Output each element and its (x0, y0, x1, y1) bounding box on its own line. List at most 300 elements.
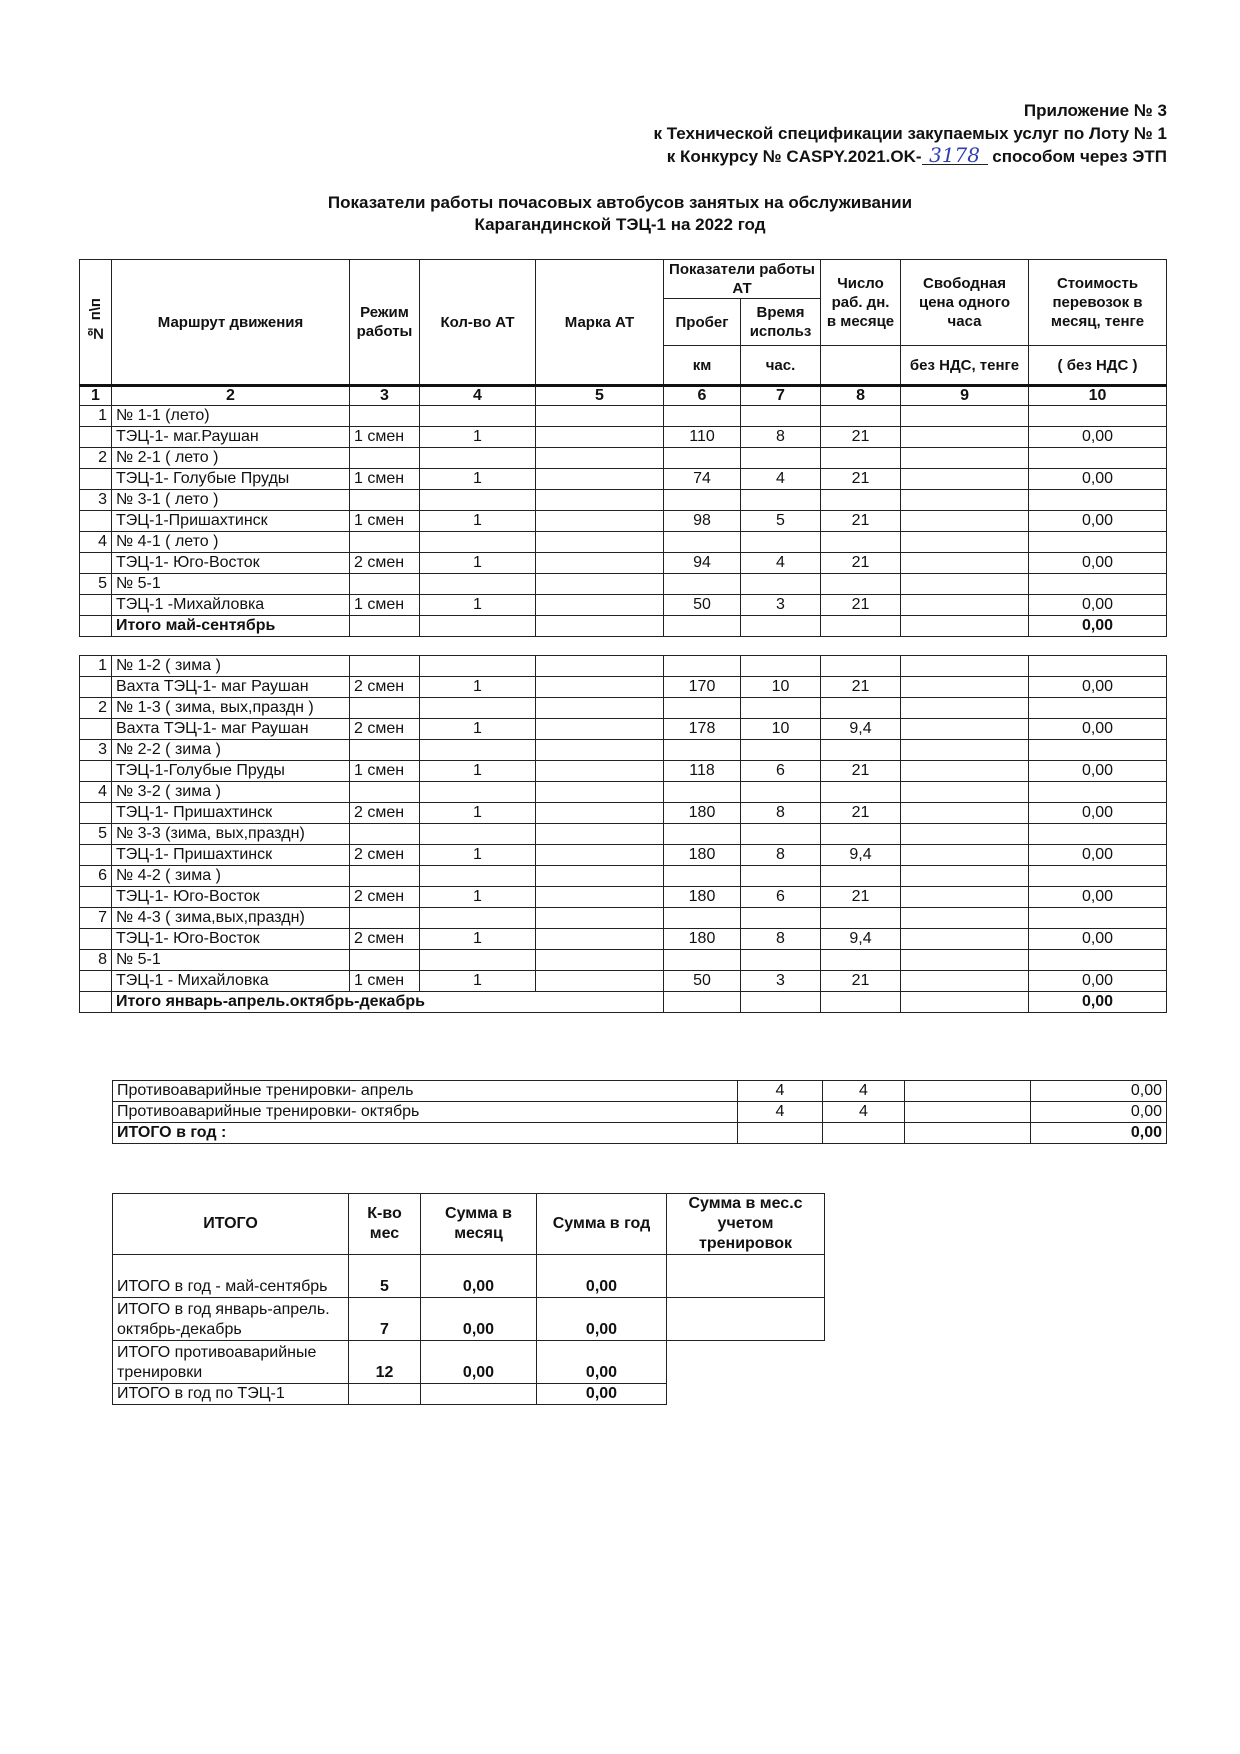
empty-cell (664, 698, 741, 719)
empty-cell (1029, 782, 1167, 803)
route-name: № 3-3 (зима, вых,праздн) (112, 824, 350, 845)
col-number: 5 (536, 386, 664, 406)
empty-cell (664, 532, 741, 553)
header-km: км (664, 346, 741, 386)
route-bus-count: 1 (420, 803, 536, 824)
route-cost: 0,00 (1029, 511, 1167, 532)
route-number: 6 (80, 866, 112, 887)
route-bus-count: 1 (420, 427, 536, 448)
summary-month-sum: 0,00 (421, 1298, 537, 1341)
route-bus-count: 1 (420, 677, 536, 698)
route-detail-row (80, 677, 1167, 698)
route-detail-row (80, 803, 1167, 824)
col-number: 2 (112, 386, 350, 406)
col-number: 6 (664, 386, 741, 406)
empty-cell (1029, 866, 1167, 887)
empty-cell (664, 824, 741, 845)
route-name-row (80, 908, 1167, 929)
empty-cell (536, 824, 664, 845)
empty-cell (350, 698, 420, 719)
route-name-row (80, 824, 1167, 845)
empty-cell (536, 950, 664, 971)
empty-cell (420, 490, 536, 511)
route-hours: 4 (741, 553, 821, 574)
empty-cell (821, 698, 901, 719)
drill-empty (823, 1123, 905, 1144)
route-hours: 8 (741, 845, 821, 866)
route-bus-count: 1 (420, 595, 536, 616)
empty-cell (741, 656, 821, 677)
route-mode: 1 смен (350, 971, 420, 992)
drill-label: Противоаварийные тренировки- апрель (113, 1081, 738, 1102)
empty-cell (664, 616, 741, 637)
empty-cell (664, 992, 741, 1013)
empty-cell (821, 782, 901, 803)
route-name: № 3-2 ( зима ) (112, 782, 350, 803)
summary-with-drills (667, 1255, 825, 1298)
route-mileage: 180 (664, 803, 741, 824)
empty-cell (420, 908, 536, 929)
route-name-row (80, 698, 1167, 719)
route-price (901, 553, 1029, 574)
route-stops: Вахта ТЭЦ-1- маг Раушан (112, 677, 350, 698)
route-price (901, 677, 1029, 698)
route-name: № 1-1 (лето) (112, 406, 350, 427)
route-cost: 0,00 (1029, 761, 1167, 782)
document-title: Показатели работы почасовых автобусов занятых на обслуживании (327, 193, 913, 212)
summary-row (113, 1341, 825, 1384)
route-cost: 0,00 (1029, 595, 1167, 616)
summary-header: К-во мес (349, 1194, 421, 1255)
empty-cell (80, 616, 112, 637)
empty-cell (741, 908, 821, 929)
route-bus-count: 1 (420, 719, 536, 740)
route-cost: 0,00 (1029, 887, 1167, 908)
route-detail-row (80, 971, 1167, 992)
summer-total-row (80, 616, 1167, 637)
summary-month-sum: 0,00 (421, 1341, 537, 1384)
route-cost: 0,00 (1029, 469, 1167, 490)
empty-cell (420, 740, 536, 761)
empty-cell (901, 908, 1029, 929)
empty-cell (80, 761, 112, 782)
empty-cell (536, 490, 664, 511)
route-hours: 3 (741, 595, 821, 616)
empty-cell (420, 532, 536, 553)
appendix-title: Приложение № 3 (1023, 101, 1167, 120)
routes-table (79, 259, 1167, 1013)
empty-cell (80, 595, 112, 616)
empty-cell (664, 656, 741, 677)
route-days: 21 (821, 677, 901, 698)
tender-suffix: способом через ЭТП (987, 147, 1167, 166)
route-detail-row (80, 929, 1167, 950)
route-days: 9,4 (821, 719, 901, 740)
route-number: 3 (80, 490, 112, 511)
drill-cost: 0,00 (1031, 1102, 1167, 1123)
route-detail-row (80, 761, 1167, 782)
empty-cell (80, 719, 112, 740)
empty-cell (80, 677, 112, 698)
empty-cell (1029, 406, 1167, 427)
route-name: № 2-2 ( зима ) (112, 740, 350, 761)
route-hours: 4 (741, 469, 821, 490)
section-gap (80, 637, 1167, 656)
route-cost: 0,00 (1029, 427, 1167, 448)
empty-cell (80, 427, 112, 448)
route-days: 21 (821, 427, 901, 448)
col-number: 1 (80, 386, 112, 406)
route-hours: 6 (741, 761, 821, 782)
route-bus-count: 1 (420, 553, 536, 574)
summary-header: ИТОГО (113, 1194, 349, 1255)
route-name-row (80, 782, 1167, 803)
route-price (901, 719, 1029, 740)
header-time: Время использ (741, 299, 821, 346)
route-cost: 0,00 (1029, 803, 1167, 824)
empty-cell (80, 803, 112, 824)
route-stops: ТЭЦ-1- Голубые Пруды (112, 469, 350, 490)
summary-month-sum: 0,00 (421, 1255, 537, 1298)
empty-cell (350, 782, 420, 803)
route-days: 9,4 (821, 929, 901, 950)
empty-cell (901, 490, 1029, 511)
route-cost: 0,00 (1029, 929, 1167, 950)
empty-cell (536, 866, 664, 887)
empty-cell (901, 782, 1029, 803)
empty-cell (664, 406, 741, 427)
col-number: 10 (1029, 386, 1167, 406)
drill-empty (905, 1102, 1031, 1123)
empty-cell (420, 698, 536, 719)
drill-a: 4 (738, 1081, 823, 1102)
route-price (901, 761, 1029, 782)
route-mileage: 50 (664, 595, 741, 616)
summary-label: ИТОГО противоаварийные тренировки (113, 1341, 349, 1384)
header-route: Маршрут движения (112, 260, 350, 386)
header-count: Кол-во АТ (420, 260, 536, 386)
route-number: 2 (80, 448, 112, 469)
route-stops: ТЭЦ-1 -Михайловка (112, 595, 350, 616)
empty-cell (420, 782, 536, 803)
route-days: 21 (821, 761, 901, 782)
route-bus-count: 1 (420, 761, 536, 782)
empty-cell (420, 406, 536, 427)
route-brand (536, 887, 664, 908)
route-hours: 8 (741, 929, 821, 950)
empty-cell (741, 866, 821, 887)
header-mileage: Пробег (664, 299, 741, 346)
empty-cell (1029, 740, 1167, 761)
empty-cell (901, 824, 1029, 845)
route-number: 4 (80, 782, 112, 803)
route-bus-count: 1 (420, 971, 536, 992)
route-mileage: 118 (664, 761, 741, 782)
route-mode: 2 смен (350, 887, 420, 908)
route-mileage: 50 (664, 971, 741, 992)
summary-months: 7 (349, 1298, 421, 1341)
empty-cell (901, 740, 1029, 761)
empty-cell (821, 656, 901, 677)
route-bus-count: 1 (420, 469, 536, 490)
empty-cell (420, 574, 536, 595)
document-title-line2: Карагандинской ТЭЦ-1 на 2022 год (474, 215, 766, 234)
route-brand (536, 971, 664, 992)
header-indicators: Показатели работы АТ (664, 260, 821, 299)
route-name-row (80, 448, 1167, 469)
gap-cell (80, 637, 1167, 656)
route-stops: ТЭЦ-1- Пришахтинск (112, 803, 350, 824)
empty-cell (741, 740, 821, 761)
route-name: № 1-2 ( зима ) (112, 656, 350, 677)
route-stops: ТЭЦ-1- Пришахтинск (112, 845, 350, 866)
empty-cell (350, 950, 420, 971)
route-mileage: 98 (664, 511, 741, 532)
empty-cell (1029, 656, 1167, 677)
drill-b: 4 (823, 1102, 905, 1123)
appendix-tender-line (666, 143, 1167, 168)
empty-cell (821, 908, 901, 929)
empty-cell (821, 740, 901, 761)
route-mode: 2 смен (350, 719, 420, 740)
route-mileage: 180 (664, 887, 741, 908)
empty-cell (821, 824, 901, 845)
route-name: № 4-1 ( лето ) (112, 532, 350, 553)
route-mileage: 170 (664, 677, 741, 698)
summary-header-row (113, 1194, 825, 1255)
empty-cell (350, 656, 420, 677)
route-brand (536, 469, 664, 490)
route-days: 21 (821, 803, 901, 824)
empty-cell (536, 616, 664, 637)
route-price (901, 803, 1029, 824)
empty-cell (741, 574, 821, 595)
empty-cell (350, 866, 420, 887)
header-days-empty (821, 346, 901, 386)
route-name-row (80, 574, 1167, 595)
route-price (901, 929, 1029, 950)
route-mode: 2 смен (350, 677, 420, 698)
route-name-row (80, 740, 1167, 761)
route-mode: 2 смен (350, 845, 420, 866)
empty-cell (901, 698, 1029, 719)
empty-cell (350, 406, 420, 427)
route-cost: 0,00 (1029, 677, 1167, 698)
empty-cell (664, 490, 741, 511)
route-mileage: 180 (664, 845, 741, 866)
empty-cell (350, 448, 420, 469)
route-days: 21 (821, 595, 901, 616)
route-price (901, 469, 1029, 490)
route-name: № 3-1 ( лето ) (112, 490, 350, 511)
route-number: 1 (80, 406, 112, 427)
route-price (901, 845, 1029, 866)
empty-cell (821, 616, 901, 637)
empty-cell (1029, 574, 1167, 595)
route-price (901, 427, 1029, 448)
route-name-row (80, 656, 1167, 677)
route-detail-row (80, 595, 1167, 616)
empty-cell (536, 908, 664, 929)
empty-cell (80, 887, 112, 908)
empty-cell (901, 866, 1029, 887)
summary-header: Сумма в год (537, 1194, 667, 1255)
route-hours: 10 (741, 719, 821, 740)
route-price (901, 971, 1029, 992)
empty-cell (420, 448, 536, 469)
route-brand (536, 719, 664, 740)
route-brand (536, 511, 664, 532)
empty-cell (901, 992, 1029, 1013)
empty-cell (741, 782, 821, 803)
route-name: № 5-1 (112, 574, 350, 595)
route-brand (536, 761, 664, 782)
header-hours: час. (741, 346, 821, 386)
route-mileage: 94 (664, 553, 741, 574)
route-cost: 0,00 (1029, 971, 1167, 992)
empty-cell (80, 469, 112, 490)
route-cost: 0,00 (1029, 845, 1167, 866)
route-price (901, 511, 1029, 532)
route-cost: 0,00 (1029, 553, 1167, 574)
header-num: № п\п (80, 260, 112, 386)
empty-cell (901, 448, 1029, 469)
empty-cell (664, 574, 741, 595)
summary-months: 5 (349, 1255, 421, 1298)
empty-cell (536, 656, 664, 677)
empty-cell (420, 950, 536, 971)
empty-cell (821, 406, 901, 427)
drill-row (113, 1081, 1167, 1102)
tender-prefix: к Конкурсу № CASPY.2021.OK- (666, 147, 922, 166)
summary-year-sum: 0,00 (537, 1298, 667, 1341)
route-stops: ТЭЦ-1- Юго-Восток (112, 553, 350, 574)
route-detail-row (80, 553, 1167, 574)
drill-total-row (113, 1123, 1167, 1144)
empty-cell (1029, 532, 1167, 553)
route-name-row (80, 866, 1167, 887)
route-mode: 1 смен (350, 761, 420, 782)
winter-total-label: Итого январь-апрель.октябрь-декабрь (112, 992, 664, 1013)
drill-empty (738, 1123, 823, 1144)
route-stops: ТЭЦ-1 - Михайловка (112, 971, 350, 992)
empty-cell (1029, 448, 1167, 469)
empty-cell (80, 992, 112, 1013)
header-cost: Стоимость перевозок в месяц, тенге (1029, 260, 1167, 346)
empty-cell (536, 782, 664, 803)
empty-cell (536, 698, 664, 719)
summary-header: Сумма в месяц (421, 1194, 537, 1255)
empty-cell (821, 866, 901, 887)
empty-cell (1029, 950, 1167, 971)
empty-cell (821, 532, 901, 553)
empty-cell (821, 992, 901, 1013)
header-mode: Режим работы (350, 260, 420, 386)
route-stops: ТЭЦ-1-Голубые Пруды (112, 761, 350, 782)
route-mode: 2 смен (350, 553, 420, 574)
route-bus-count: 1 (420, 511, 536, 532)
summary-label: ИТОГО в год - май-сентябрь (113, 1255, 349, 1298)
empty-cell (664, 950, 741, 971)
empty-cell (741, 490, 821, 511)
route-days: 9,4 (821, 845, 901, 866)
empty-cell (350, 490, 420, 511)
summary-label: ИТОГО в год по ТЭЦ-1 (113, 1384, 349, 1405)
empty-cell (741, 616, 821, 637)
empty-cell (901, 950, 1029, 971)
route-name-row (80, 950, 1167, 971)
route-hours: 3 (741, 971, 821, 992)
route-stops: Вахта ТЭЦ-1- маг Раушан (112, 719, 350, 740)
route-number: 4 (80, 532, 112, 553)
route-name: № 1-3 ( зима, вых,праздн ) (112, 698, 350, 719)
empty-cell (741, 448, 821, 469)
route-bus-count: 1 (420, 845, 536, 866)
route-detail-row (80, 719, 1167, 740)
route-brand (536, 427, 664, 448)
winter-total: 0,00 (1029, 992, 1167, 1013)
route-detail-row (80, 511, 1167, 532)
empty-cell (821, 950, 901, 971)
drills-table (112, 1080, 1167, 1144)
route-name: № 4-2 ( зима ) (112, 866, 350, 887)
summary-table (112, 1193, 825, 1405)
empty-cell (350, 532, 420, 553)
empty-cell (664, 866, 741, 887)
empty-cell (1029, 908, 1167, 929)
route-detail-row (80, 845, 1167, 866)
col-number: 3 (350, 386, 420, 406)
empty-cell (536, 448, 664, 469)
empty-cell (741, 406, 821, 427)
summary-row (113, 1384, 825, 1405)
summary-year-sum: 0,00 (537, 1255, 667, 1298)
drill-row (113, 1102, 1167, 1123)
route-brand (536, 845, 664, 866)
empty-cell (901, 406, 1029, 427)
empty-cell (536, 574, 664, 595)
drill-total-label: ИТОГО в год : (113, 1123, 738, 1144)
drill-empty (905, 1123, 1031, 1144)
empty-cell (741, 698, 821, 719)
summary-months (349, 1384, 421, 1405)
handwritten-number: 3178 (922, 146, 988, 165)
route-bus-count: 1 (420, 887, 536, 908)
drill-label: Противоаварийные тренировки- октябрь (113, 1102, 738, 1123)
summary-year-sum: 0,00 (537, 1341, 667, 1384)
header-cost-note: ( без НДС ) (1029, 346, 1167, 386)
empty-cell (901, 616, 1029, 637)
route-mileage: 74 (664, 469, 741, 490)
route-number: 5 (80, 824, 112, 845)
header-price: Свободная цена одного часа (901, 260, 1029, 346)
route-price (901, 887, 1029, 908)
empty-cell (420, 866, 536, 887)
summary-label: ИТОГО в год январь-апрель. октябрь-декабрь (113, 1298, 349, 1341)
column-numbers-row (80, 386, 1167, 406)
empty-cell (741, 532, 821, 553)
route-hours: 5 (741, 511, 821, 532)
route-number: 5 (80, 574, 112, 595)
col-number: 9 (901, 386, 1029, 406)
summary-with-drills (667, 1341, 825, 1384)
route-cost: 0,00 (1029, 719, 1167, 740)
empty-cell (420, 824, 536, 845)
route-name-row (80, 490, 1167, 511)
empty-cell (350, 908, 420, 929)
empty-cell (536, 406, 664, 427)
drill-empty (905, 1081, 1031, 1102)
